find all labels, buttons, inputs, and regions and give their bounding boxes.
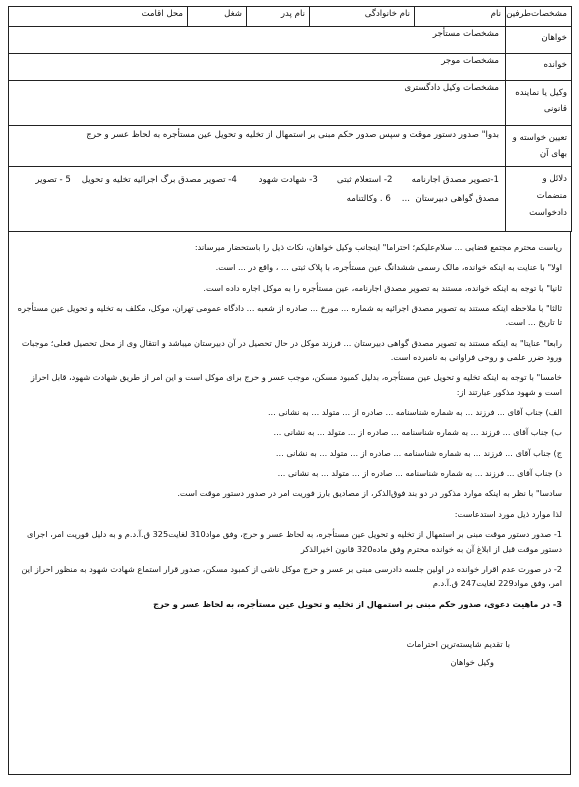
evidence-line-2: مصدق گواهی دبیرستان ... 6 . وکالتنامه [346, 193, 499, 204]
defendant-row [9, 54, 572, 81]
header-columns [9, 7, 506, 27]
evidence-value [9, 167, 506, 232]
petition-form-table [8, 6, 572, 232]
defendant-label: خوانده [506, 54, 572, 81]
request-heading: لذا موارد ذیل مورد استدعاست: [454, 508, 562, 519]
plaintiff-label: خواهان [506, 27, 572, 54]
paragraph-2: ثانیا" با توجه به اینکه خوانده، مستند به تصویر مصدق اجارنامه، عین مستأجره را به موکل اجاره داده است. [203, 282, 562, 293]
lawyer-value: مشخصات وکیل دادگستری [9, 81, 506, 126]
request-2: 2- در صورت عدم اقرار خوانده در اولین جلسه دادرسی مبنی بر عسر و حرج موکل ناشی از کمبود مسکن، صدور قرار استماع شهادت شهود به منظور احراز این امر، وفق مواد229 لغایت247 ق.آ.د.م [21, 563, 562, 589]
petition-body [8, 232, 571, 775]
header-row [9, 7, 572, 27]
closing-text: با تقدیم شایسته‌ترین احترامات [406, 638, 510, 649]
request-1: 1- صدور دستور موقت مبنی بر استمهال از تخلیه و تحویل عین مستأجره، به لحاظ عسر و حرج، وفق مواد310 لغایت325 ق.آ.د.م و به دلیل فوریت امر، اجرای دستور موقت قبل از ابلاغ آن به خوانده محترم وفق ماده320 قانون اخیرالذکر [26, 529, 562, 554]
defendant-value: مشخصات موجر [9, 54, 506, 81]
evidence-row [9, 167, 572, 232]
evidence-line-1: 1-تصویر مصدق اجارنامه 2- استعلام ثبتی 3- شهادت شهود 4- تصویر مصدق برگ اجرائیه تخلیه و تحویل 5 - تصویر [35, 175, 499, 185]
request-3: 3- در ماهیت دعوی، صدور حکم مبنی بر استمهال از تخلیه و تحویل عین مستأجره، به لحاظ عسر و حرج [153, 598, 562, 609]
claim-label: تعیین خواسته و بهای آن [506, 126, 572, 167]
evidence-label: دلائل و منضمات دادخواست [506, 167, 572, 232]
header-column-cells [9, 7, 505, 26]
signer-text: وکیل خواهان [450, 656, 494, 667]
paragraph-4: رابعا" عنایتا" به اینکه مستند به تصویر مصدق گواهی دبیرستان ... فرزند موکل در حال تحصیل در آن دبیرستان میباشد و انتقال وی از محل تحصیل فعلی؛ موجبات ورود ضرر علمی و روحی فراوانی به نامبرده است. [21, 337, 562, 363]
plaintiff-value: مشخصات مستأجر [9, 27, 506, 54]
header-col-family: نام خانوادگی [309, 7, 414, 26]
claim-value: بدوا" صدور دستور موقت و سپس صدور حکم مبنی بر استمهال از تخلیه و تحویل عین مستأجره به لحاظ عسر و حرج [9, 126, 506, 167]
witness-3: ج) جناب آقای ... فرزند ... به شماره شناسنامه ... صادره از ... متولد ... به نشانی ... [275, 447, 562, 458]
header-col-residence: محل اقامت [141, 9, 183, 19]
header-col-job: شغل [187, 7, 246, 26]
header-col-father: نام پدر [246, 7, 309, 26]
paragraph-5: خامسا" با توجه به اینکه تخلیه و تحویل عین مستأجره، بدلیل کمبود مسکن، موجب عسر و حرج برای موکل است و این امر از طریق شهادت شهود، قابل احراز است و شهود مذکور عبارتند از: [30, 372, 562, 397]
header-col-name: نام [414, 7, 505, 26]
intro-paragraph: ریاست محترم مجتمع قضایی ... سلام‌علیکم؛ احتراما" اینجانب وکیل خواهان، نکات ذیل را باستحضار میرساند: [194, 242, 562, 252]
signature-block [17, 635, 562, 671]
lawyer-label: وکیل یا نماینده قانونی [506, 81, 572, 126]
header-title: مشخصات‌طرفین [506, 7, 572, 27]
witness-1: الف) جناب آقای ... فرزند ... به شماره شناسنامه ... صادره از ... متولد ... به نشانی ... [267, 407, 562, 418]
paragraph-6: سادسا" با نظر به اینکه موارد مذکور در دو بند فوق‌الذکر، از مصادیق بارز فوریت امر در صدور دستور موقت است. [177, 488, 562, 499]
claim-row [9, 126, 572, 167]
lawyer-row [9, 81, 572, 126]
plaintiff-row [9, 27, 572, 54]
paragraph-3: ثالثا" با ملاحظه اینکه مستند به تصویر مصدق اجرائیه به شماره ... مورخ ... صادره از شعبه ... دادگاه عمومی تهران، موکل، مکلف به تخلیه و تحویل عین مستأجره تا تاریخ ... است. [17, 303, 562, 328]
witness-4: د) جناب آقای ... فرزند ... به شماره شناسنامه ... صادره از ... متولد ... به نشانی ... [277, 468, 562, 479]
witness-2: ب) جناب آقای ... فرزند ... به شماره شناسنامه ... صادره از ... متولد ... به نشانی ... [273, 427, 562, 438]
paragraph-1: اولا" با عنایت به اینکه خوانده، مالک رسمی ششدانگ عین مستأجره، با پلاک ثبتی ... ، واقع در ... است. [215, 262, 562, 273]
